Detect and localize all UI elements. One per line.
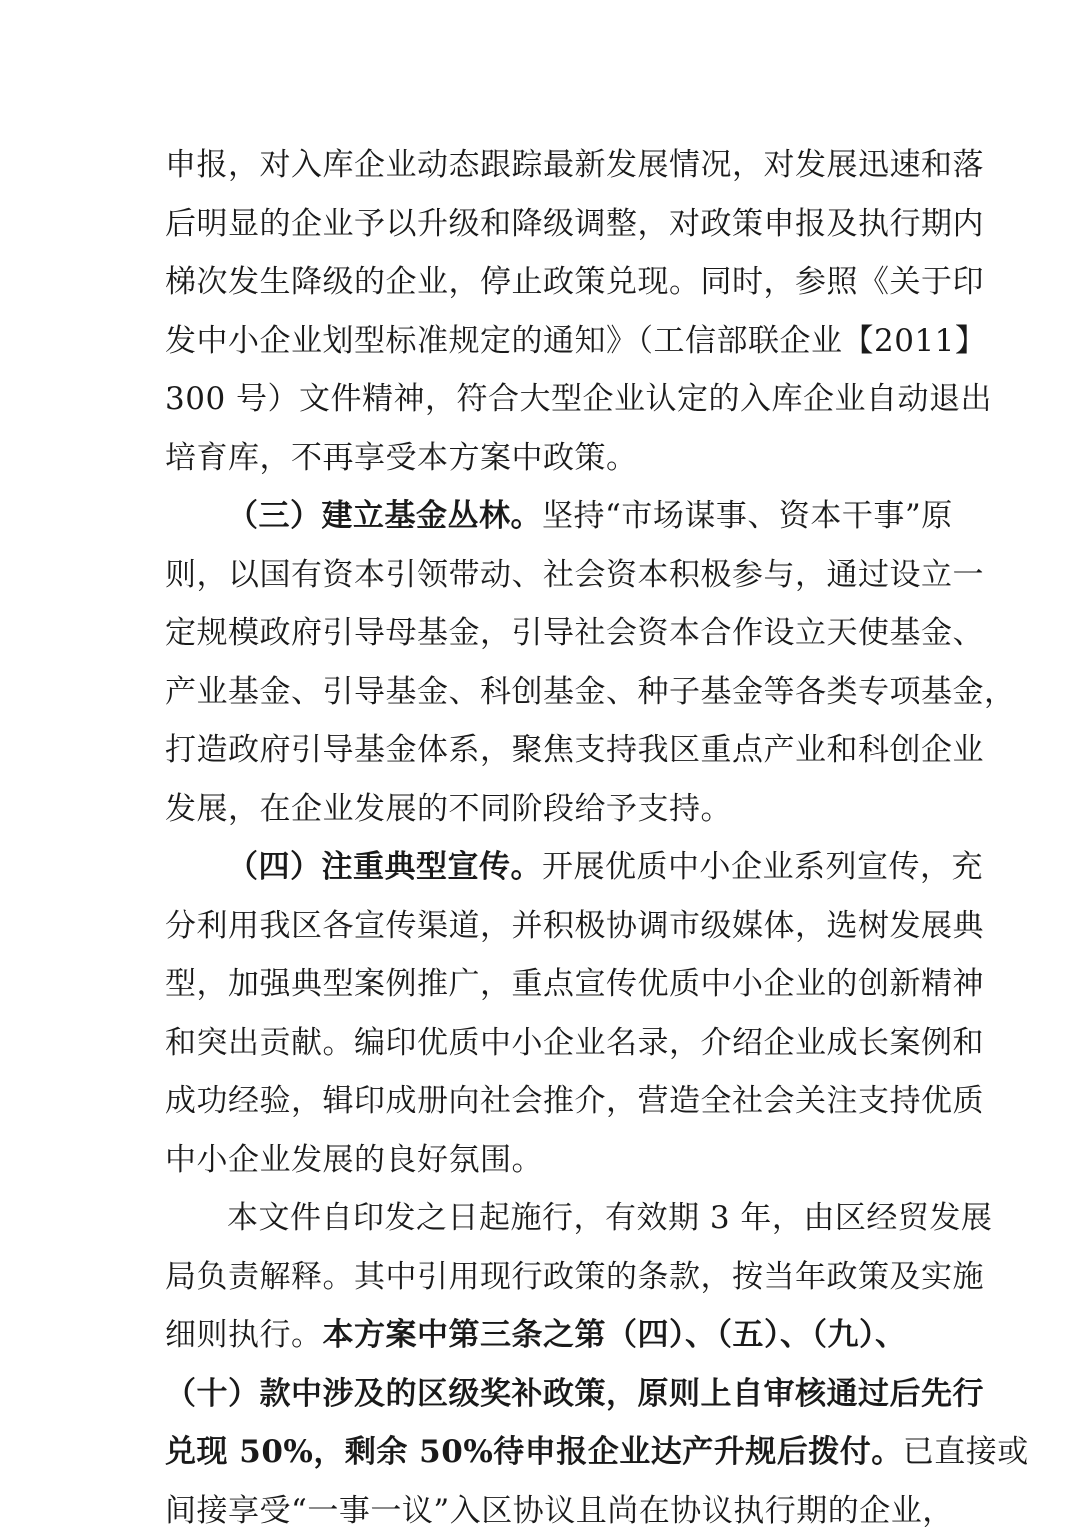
bold-paragraph-line: （十）款中涉及的区级奖补政策，原则上自审核通过后先行 — [165, 1365, 925, 1424]
paragraph-line: 梯次发生降级的企业，停止政策兑现。同时，参照《关于印 — [165, 253, 925, 312]
paragraph-line: 产业基金、引导基金、科创基金、种子基金等各类专项基金， — [165, 663, 925, 722]
paragraph-line: 培育库，不再享受本方案中政策。 — [165, 429, 925, 488]
section-three-first-line — [165, 487, 925, 546]
paragraph-line: 中小企业发展的良好氛围。 — [165, 1131, 925, 1190]
closing-paragraph-first-line: 本文件自印发之日起施行，有效期 3 年，由区经贸发展 — [165, 1189, 925, 1248]
bold-text-segment: 兑现 50%，剩余 50%待申报企业达产升规后拨付。 — [165, 1434, 903, 1470]
section-three-heading: （三）建立基金丛林。 — [227, 498, 542, 534]
paragraph-line: 间接享受“一事一议”入区协议且尚在协议执行期的企业， — [165, 1482, 925, 1540]
paragraph-line: 局负责解释。其中引用现行政策的条款，按当年政策及实施 — [165, 1248, 925, 1307]
section-four-heading: （四）注重典型宣传。 — [227, 849, 542, 885]
mixed-emphasis-line — [165, 1423, 925, 1482]
document-body — [165, 136, 925, 1540]
paragraph-line: 定规模政府引导母基金，引导社会资本合作设立天使基金、 — [165, 604, 925, 663]
section-four-first-line — [165, 838, 925, 897]
paragraph-line: 打造政府引导基金体系，聚焦支持我区重点产业和科创企业 — [165, 721, 925, 780]
plain-text-segment: 细则执行。 — [165, 1317, 323, 1353]
paragraph-line: 和突出贡献。编印优质中小企业名录，介绍企业成长案例和 — [165, 1014, 925, 1073]
paragraph-line: 则，以国有资本引领带动、社会资本积极参与，通过设立一 — [165, 546, 925, 605]
paragraph-line: 分利用我区各宣传渠道，并积极协调市级媒体，选树发展典 — [165, 897, 925, 956]
bold-text-segment: 本方案中第三条之第（四）、（五）、（九）、 — [323, 1317, 907, 1353]
paragraph-line: 后明显的企业予以升级和降级调整，对政策申报及执行期内 — [165, 195, 925, 254]
paragraph-line: 型，加强典型案例推广，重点宣传优质中小企业的创新精神 — [165, 955, 925, 1014]
paragraph-line: 发中小企业划型标准规定的通知》（工信部联企业【2011】 — [165, 312, 925, 371]
paragraph-line: 发展，在企业发展的不同阶段给予支持。 — [165, 780, 925, 839]
section-three-text: 坚持“市场谋事、资本干事”原 — [542, 498, 953, 534]
section-four-text: 开展优质中小企业系列宣传，充 — [542, 849, 983, 885]
paragraph-line: 300 号）文件精神，符合大型企业认定的入库企业自动退出 — [165, 370, 925, 429]
paragraph-line: 成功经验，辑印成册向社会推介，营造全社会关注支持优质 — [165, 1072, 925, 1131]
mixed-emphasis-line — [165, 1306, 925, 1365]
plain-text-segment: 已直接或 — [903, 1434, 1029, 1470]
paragraph-line: 申报，对入库企业动态跟踪最新发展情况，对发展迅速和落 — [165, 136, 925, 195]
